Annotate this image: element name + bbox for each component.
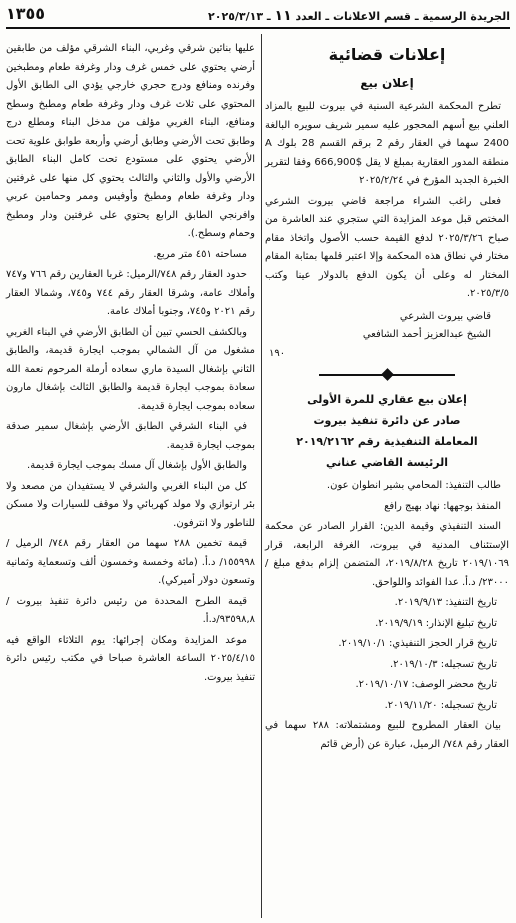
date-line: تاريخ محضر الوصف: ٢٠١٩/١٠/١٧. — [355, 679, 497, 690]
notice-paragraph: موعد المزايدة ومكان إجرائها: يوم الثلاثاء الواقع فيه ٢٠٢٥/٤/١٥ الساعة العاشرة صباحا في مكتب رئيس دائرة تنفيذ بيروت. — [6, 634, 255, 683]
section-title: إعلانات قضائية — [328, 45, 446, 64]
signature-name: الشيخ عبدالعزيز أحمد الشافعي — [362, 329, 491, 340]
notice-paragraph: مساحته ٤٥١ متر مربع. — [153, 248, 247, 260]
notice-paragraph: حدود العقار رقم ٧٤٨/الرميل: غربا العقارين رقم ٧٦٦ و٧٤٧ وأملاك عامة، وشرقا العقار رقم ٧٤٤ و٧٤٥، وشمالا العقار رقم ٢٠٢١ و٧٤٥، وجنوبا أملاك عامة. — [6, 269, 255, 317]
notice-sale-sharia-court — [265, 72, 509, 363]
notice-paragraph: طالب التنفيذ: المحامي بشير انطوان عون. — [326, 480, 501, 491]
notice-paragraph: المنفذ بوجهها: نهاد بهيج رافع — [384, 500, 501, 512]
header-title — [208, 8, 510, 24]
column-divider — [261, 34, 262, 918]
diamond-icon — [381, 368, 394, 381]
heading-line: الرئيسة القاضي عناني — [326, 456, 448, 469]
notice-real-estate-sale — [265, 389, 509, 754]
issue-date: ـ ٢٠٢٥/٣/١٣ — [208, 10, 271, 23]
notice-heading: إعلان بيع — [360, 76, 414, 90]
date-line: تاريخ قرار الحجز التنفيذي: ٢٠١٩/١٠/١. — [338, 638, 497, 649]
heading-line: إعلان بيع عقاري للمرة الأولى — [307, 393, 467, 406]
ornament-divider — [265, 367, 509, 383]
notice-paragraph: في البناء الشرقي الطابق الأرضي بإشغال سمير صدقة بموجب ايجارة قديمة. — [6, 421, 255, 451]
notice-paragraph: عليها بنائين شرقي وغربي، البناء الشرقي مؤلف من طابقين أرضي يحتوي على خمس غرف ودار وغرفة طعام ومطبخين وفرنده ومنافع ودرج حجري خارجي يؤدي الى الطابق الأول المحتوي على ثلاث غرف ودار وغرفة طعام ومطبخ وسطح ومنافع، البناء الغربي مؤلف من مدخل البناء ومطلع درج وطابق تحت الأرضي وطابق أرضي وأربعة طوابق علوية تحت الأرضي يحتوي على مستودع تحت كامل البناء الطابق الأرضي والأول والثاني والثالث يحتوي كل منها على غرفتين ودار وغرفة طعام ومطبخ وأوفيس وممر وحمامين عربي وافرنجي الطابق الرابع يحتوي على غرفتين ودار ومطبخ وحمام وسطح.). — [6, 43, 255, 239]
page-number: ١٣٥٥ — [6, 4, 46, 23]
notice-paragraph: قيمة الطرح المحددة من رئيس دائرة تنفيذ بيروت /٩٣٥٩٨,٨/د.أ. — [6, 595, 255, 625]
notice-paragraph: وبالكشف الحسي تبين أن الطابق الأرضي في البناء الغربي مشغول من آل الشمالي بموجب ايجارة قديمة، والطابق الثاني بإشغال السيدة ماري سعاده أرملة المرحوم نعمة الله سعادة بموجب ايجارة قديمة والطابق الثالث بإشغال مارون سعاده بموجب ايجارة قديمة. — [6, 326, 255, 412]
notice-paragraph: فعلى راغب الشراء مراجعة قاضي بيروت الشرعي المختص قبل موعد المزايدة التي ستجري عند العاشرة من صباح ٢٠٢٥/٣/٢٦ لدفع القيمة حسب الأصول واتخاذ مقام مختار في نطاق هذه المحكمة وإلا اعتبر قلمها بمثابة المقام المختار له وعلى أن يكون الدفع بالدولار عينا وكتب ٢٠٢٥/٣/٥. — [265, 195, 509, 299]
signature-title: قاضي بيروت الشرعي — [399, 310, 491, 322]
notice-headings — [265, 389, 509, 473]
notice-paragraph: قيمة تخمين ٢٨٨ سهما من العقار رقم ٧٤٨/ الرميل /١٥٥٩٩٨/ د.أ. (مائة وخمسة وخمسون ألف وتسعماية وثمانية وتسعون دولار أميركي). — [6, 538, 255, 586]
page-header — [6, 3, 510, 29]
signature-block — [265, 308, 509, 345]
notice-paragraph: كل من البناء الغربي والشرقي لا يستفيدان من مصعد ولا بئر ارتوازي ولا مولد كهربائي ولا موقف للسيارات ولا مسكن للناطور ولا انترفون. — [6, 480, 255, 529]
left-column — [6, 40, 255, 689]
notice-paragraph: والطابق الأول بإشغال آل مسك بموجب ايجارة قديمة. — [27, 460, 247, 471]
property-description: بيان العقار المطروح للبيع ومشتملاته: ٢٨٨ سهما في العقار رقم ٧٤٨/ الرميل، عبارة عن (أرض قائم — [265, 720, 509, 750]
publication-name: الجريدة الرسمية ـ قسم الاعلانات ـ العدد — [295, 10, 510, 23]
date-line: تاريخ تبليغ الإنذار: ٢٠١٩/٩/١٩. — [375, 617, 497, 629]
heading-line: صادر عن دائرة تنفيذ بيروت — [313, 414, 461, 427]
notice-paragraph: السند التنفيذي وقيمة الدين: القرار الصادر عن محكمة الإستئناف المدنية في بيروت، الغرفة الرابعة، قرار ٢٠١٩/١٠٦٩ تاريخ ٢٠١٩/٨/٢٨، المتضمن إلزام بدفع مبلغ /٢٣٠٠٠/ د.أ. عدا الفوائد واللواحق. — [265, 521, 509, 588]
notice-number: ١٩٠ — [269, 347, 286, 359]
heading-line: المعاملة التنفيذية رقم ٢٠١٩/٢١٦٢ — [296, 435, 478, 448]
date-line: تاريخ تسجيله: ٢٠١٩/١٠/٣. — [389, 658, 497, 670]
right-column — [265, 36, 509, 756]
date-line: تاريخ التنفيذ: ٢٠١٩/٩/١٣. — [394, 597, 497, 608]
date-line: تاريخ تسجيله: ٢٠١٩/١١/٢٠. — [384, 699, 497, 711]
notice-paragraph: تطرح المحكمة الشرعية السنية في بيروت للبيع بالمزاد العلني بيع أسهم المحجور عليه سمير شريف سويره البالغة 2400 سهما في العقار رقم 2 برقم القسم 28 بلوك A منطقة المدور العقارية بمبلغ لا يقل $666,900 وفقا لتقرير الخبرة الجديد المؤرخ في ٢٠٢٥/٢/٢٤ — [265, 101, 509, 186]
issue-number: ١١ — [274, 8, 292, 24]
